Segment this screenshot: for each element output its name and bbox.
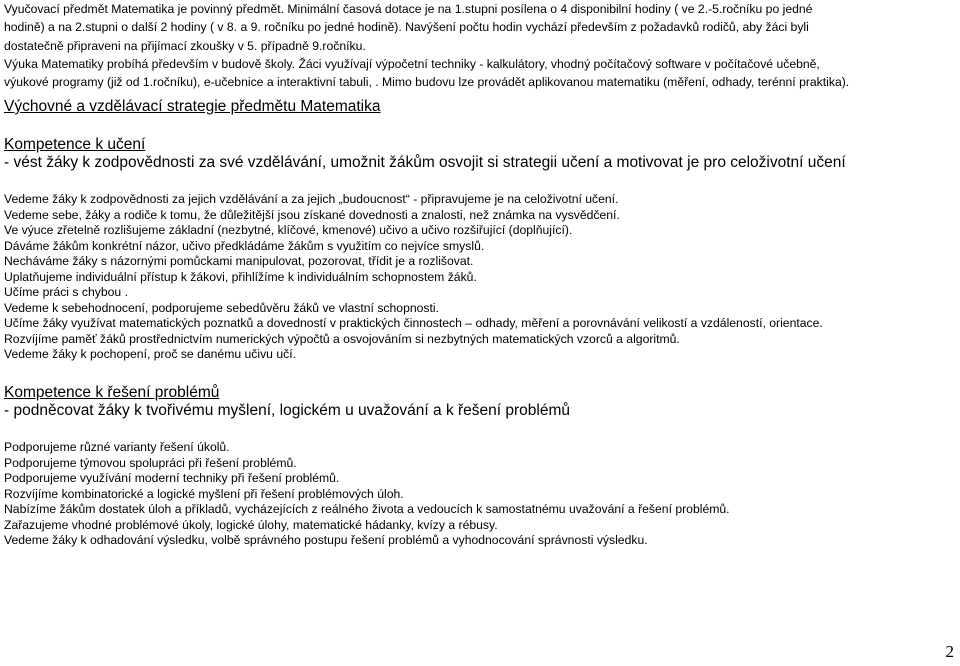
intro-line: dostatečně připraveni na přijímací zkoušky v 5. případně 9.ročníku. bbox=[4, 38, 366, 53]
list-item: Učíme žáky využívat matematických poznatků a dovedností v praktických činnostech – odhady, měření a porovnávání velikostí a vzdáleností, orientace. bbox=[4, 316, 823, 330]
list-item: Učíme práci s chybou . bbox=[4, 285, 128, 299]
list-item: Necháváme žáky s názornými pomůckami manipulovat, pozorovat, třídit je a rozlišovat. bbox=[4, 254, 474, 268]
list-item: Uplatňujeme individuální přístup k žákovi, přihlížíme k individuálním schopnostem žáků. bbox=[4, 269, 477, 284]
list-item: Vedeme k sebehodnocení, podporujeme sebedůvěru žáků ve vlastní schopnosti. bbox=[4, 300, 439, 315]
list-item: Podporujeme využívání moderní techniky při řešení problémů. bbox=[4, 471, 340, 485]
intro-paragraph bbox=[4, 0, 954, 91]
list-item: Vedeme žáky k odhadování výsledku, volbě správného postupu řešení problémů a vyhodnocování správnosti výsledku. bbox=[4, 533, 648, 547]
page-number: 2 bbox=[945, 642, 954, 661]
section-lead-problem-solving: - podněcovat žáky k tvořivému myšlení, logickém u uvažování a k řešení problémů bbox=[4, 402, 571, 419]
strategy-list-problem-solving bbox=[4, 440, 730, 549]
list-item: Nabízíme žákům dostatek úloh a příkladů, vycházejících z reálného života a vedoucích k samostatnému uvažování a řešení problémů. bbox=[4, 502, 730, 516]
section-heading-learning: Kompetence k učení bbox=[4, 136, 146, 153]
intro-line: Výuka Matematiky probíhá především v budově školy. Žáci využívají výpočetní techniky - kalkulátory, vhodný počítačový software v počítačové učebně, bbox=[4, 56, 820, 71]
list-item: Vedeme sebe, žáky a rodiče k tomu, že důležitější jsou získané dovednosti a znalosti, než známka na vysvědčení. bbox=[4, 207, 620, 222]
list-item: Vedeme žáky k pochopení, proč se danému učivu učí. bbox=[4, 347, 296, 361]
list-item: Rozvíjíme paměť žáků prostřednictvím numerických výpočtů a osvojováním si nezbytných matematických vzorců a algoritmů. bbox=[4, 331, 680, 346]
section-lead-learning: - vést žáky k zodpovědnosti za své vzdělávání, umožnit žákům osvojit si strategii učení a motivovat je pro celoživotní učení bbox=[4, 154, 846, 171]
document-page bbox=[4, 0, 954, 547]
list-item: Podporujeme týmovou spolupráci při řešení problémů. bbox=[4, 455, 297, 470]
list-item: Zařazujeme vhodné problémové úkoly, logické úlohy, matematické hádanky, kvízy a rébusy. bbox=[4, 517, 498, 532]
list-item: Ve výuce zřetelně rozlišujeme základní (nezbytné, klíčové, kmenové) učivo a učivo rozšiřující (doplňující). bbox=[4, 223, 573, 237]
list-item: Dáváme žákům konkrétní názor, učivo předkládáme žákům s využitím co nejvíce smyslů. bbox=[4, 238, 485, 253]
list-item: Rozvíjíme kombinatorické a logické myšlení při řešení problémových úloh. bbox=[4, 486, 404, 501]
section-heading-problem-solving: Kompetence k řešení problémů bbox=[4, 384, 220, 401]
intro-line: Vyučovací předmět Matematika je povinný předmět. Minimální časová dotace je na 1.stupni posílena o 4 disponibilní hodiny ( ve 2.-5.ročníku po jedné bbox=[4, 2, 813, 16]
intro-line: hodině) a na 2.stupni o další 2 hodiny ( v 8. a 9. ročníku po jedné hodině). Navýšení počtu hodin vychází především z požadavků rodičů, aby žáci byli bbox=[4, 20, 809, 35]
strategy-list-learning bbox=[4, 192, 823, 363]
list-item: Vedeme žáky k zodpovědnosti za jejich vzdělávání a za jejich „budoucnost“ - připravujeme je na celoživotní učení. bbox=[4, 192, 619, 206]
page-title: Výchovné a vzdělávací strategie předmětu Matematika bbox=[4, 98, 381, 115]
list-item: Podporujeme různé varianty řešení úkolů. bbox=[4, 440, 230, 454]
intro-line: výukové programy (již od 1.ročníku), e-učebnice a interaktivní tabuli, . Mimo budovu lze provádět aplikovanou matematiku (měření, odhady, terénní praktika). bbox=[4, 75, 850, 90]
